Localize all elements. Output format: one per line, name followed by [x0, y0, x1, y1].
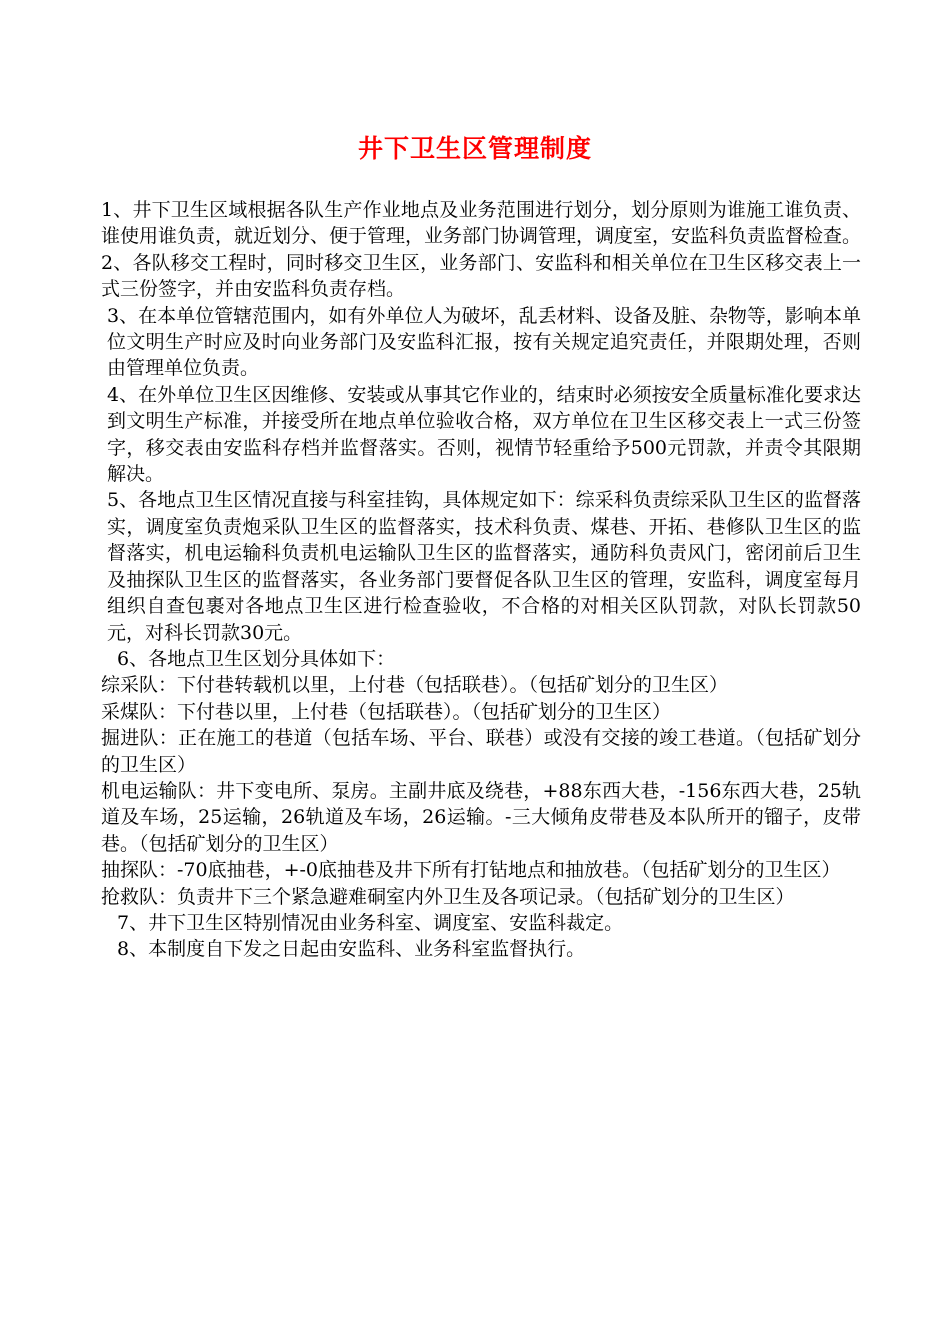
- document-body: [101, 197, 861, 963]
- document-title: 井下卫生区管理制度: [357, 134, 592, 163]
- area-item-caimei: 采煤队：下付巷以里，上付巷（包括联巷）。（包括矿划分的卫生区）: [101, 700, 672, 723]
- area-item-qiangjiu: 抢救队：负责井下三个紧急避难硐室内外卫生及各项记录。（包括矿划分的卫生区）: [101, 885, 795, 908]
- paragraph-8: 8、本制度自下发之日起由安监科、业务科室监督执行。: [117, 938, 586, 961]
- paragraph-2: 2、各队移交工程时，同时移交卫生区，业务部门、安监科和相关单位在卫生区移交表上一式三份签字，并由安监科负责存档。: [101, 251, 861, 301]
- paragraph-1: 1、井下卫生区域根据各队生产作业地点及业务范围进行划分，划分原则为谁施工谁负责、谁使用谁负责，就近划分、便于管理，业务部门协调管理，调度室，安监科负责监督检查。: [101, 199, 862, 248]
- paragraph-4: 4、在外单位卫生区因维修、安装或从事其它作业的，结束时必须按安全质量标准化要求达到文明生产标准，并接受所在地点单位验收合格，双方单位在卫生区移交表上一式三份签字，移交表由安监科存档并监督落实。否则，视情节轻重给予500元罚款，并责令其限期解决。: [107, 383, 861, 486]
- paragraph-7: 7、井下卫生区特别情况由业务科室、调度室、安监科裁定。: [117, 911, 624, 934]
- paragraph-5: 5、各地点卫生区情况直接与科室挂钩，具体规定如下：综采科负责综采队卫生区的监督落实，调度室负责炮采队卫生区的监督落实，技术科负责、煤巷、开拓、巷修队卫生区的监督落实，机电运输科负责机电运输队卫生区的监督落实，通防科负责风门，密闭前后卫生及抽探队卫生区的监督落实，各业务部门要督促各队卫生区的管理，安监科，调度室每月组织自查包裹对各地点卫生区进行检查验收，不合格的对相关区队罚款，对队长罚款50元，对科长罚款30元。: [107, 489, 861, 644]
- area-item-choutan: 抽探队：-70底抽巷，+-0底抽巷及井下所有打钻地点和抽放巷。（包括矿划分的卫生区）: [101, 859, 841, 882]
- paragraph-6: 6、各地点卫生区划分具体如下：: [117, 647, 396, 670]
- area-item-juejin: 掘进队：正在施工的巷道（包括车场、平台、联巷）或没有交接的竣工巷道。（包括矿划分的卫生区）: [101, 727, 861, 776]
- area-item-jidian: 机电运输队：井下变电所、泵房。主副井底及绕巷，+88东西大巷，-156东西大巷，25轨道及车场，25运输，26轨道及车场，26运输。-三大倾角皮带巷及本队所开的镏子，皮带巷。（包括矿划分的卫生区）: [101, 779, 861, 855]
- area-item-zongcai: 综采队：下付巷转载机以里，上付巷（包括联巷）。（包括矿划分的卫生区）: [101, 674, 729, 697]
- paragraph-3: 3、在本单位管辖范围内，如有外单位人为破坏，乱丢材料、设备及脏、杂物等，影响本单位文明生产时应及时向业务部门及安监科汇报，按有关规定追究责任，并限期处理，否则由管理单位负责。: [107, 304, 861, 380]
